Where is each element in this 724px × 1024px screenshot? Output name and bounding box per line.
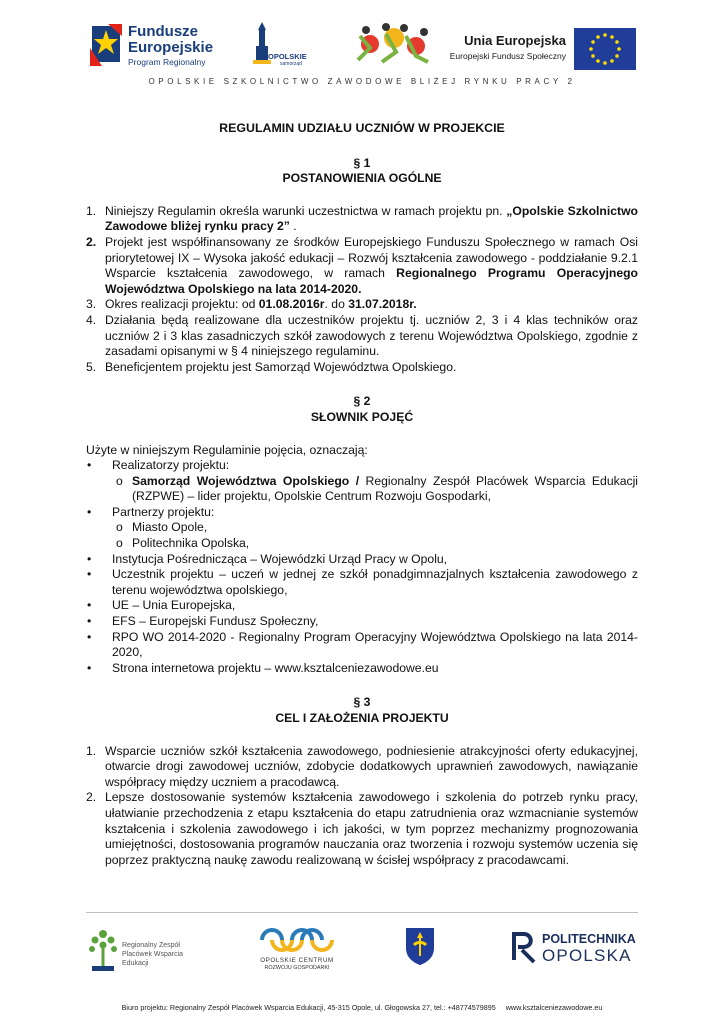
fe-subtitle: Program Regionalny (128, 57, 206, 67)
ocrg-logo (252, 924, 342, 980)
section-3-list (86, 744, 638, 869)
list-item (86, 204, 638, 235)
term-text: Instytucja Pośrednicząca – Wojewódzki Urząd Pracy w Opolu, (112, 551, 448, 566)
list-item-number: 1. (86, 203, 97, 218)
list-item (86, 790, 638, 868)
circle-bullet-icon: o (116, 536, 123, 551)
bullet-icon: • (87, 629, 92, 644)
list-item-text: Wsparcie uczniów szkół kształcenia zawodowego, podniesienie atrakcyjności oferty edukacyjnej, otwarcie drogi zawodowej uczniów, zdobycie dodatkowych uprawnień zawodowych, nawiązanie współpracy między uczniem a pracodawcą. (105, 743, 638, 789)
section-2-intro: Użyte w niniejszym Regulaminie pojęcia, oznaczają: (86, 442, 368, 457)
list-item (86, 630, 638, 661)
sub-list-item (112, 474, 638, 505)
project-name-header: OPOLSKIE SZKOLNICTWO ZAWODOWE BLIŻEJ RYNKU PRACY 2 (148, 77, 576, 86)
bullet-icon: • (87, 567, 92, 582)
list-item-number: 4. (86, 312, 97, 327)
header (0, 0, 724, 92)
rzpwe-line1: Regionalny Zespół (122, 942, 180, 949)
list-item (86, 505, 638, 552)
po-symbol-icon (510, 930, 540, 964)
list-item-number: 5. (86, 359, 97, 374)
list-item-text: Okres realizacji projektu: od (105, 297, 259, 312)
bullet-icon: • (87, 504, 92, 519)
rzpwe-line2: Placówek Wsparcia (122, 951, 184, 958)
section-2-list (86, 458, 638, 676)
term-text: EFS – Europejski Fundusz Społeczny, (112, 614, 319, 629)
coat-of-arms-icon (404, 926, 436, 966)
list-item-text: Beneficjentem projektu jest Samorząd Województwa Opolskiego. (105, 359, 457, 374)
fe-star-icon (88, 22, 124, 66)
circle-bullet-icon: o (116, 473, 123, 488)
bullet-icon: • (87, 614, 92, 629)
project-name-bold: „Opolskie Szkolnictwo Zawodowe bliżej rynku pracy 2” (105, 203, 638, 234)
section-1-list (86, 204, 638, 376)
partnerzy-sublist (112, 520, 638, 551)
po-line1: POLITECHNIKA (542, 932, 636, 946)
bullet-icon: • (87, 660, 92, 675)
ocrg-line1: OPOLSKIE CENTRUM (260, 957, 334, 964)
list-item (86, 567, 638, 598)
sub-list-item (112, 536, 638, 552)
sub-list-item (112, 520, 638, 536)
list-item (86, 661, 638, 677)
realizator-text: Regionalny Zespół Placówek Wsparcia Edukacji (RZPWE) – lider projektu, Opolskie Centrum Rozwoju Gospodarki, (132, 473, 638, 504)
ocrg-rings-icon (258, 924, 336, 954)
list-item (86, 360, 638, 376)
list-item (86, 313, 638, 360)
footer-logos (0, 920, 724, 996)
opolskie-logo-subtext: samorząd (280, 61, 302, 67)
list-item (86, 614, 638, 630)
bullet-icon: • (87, 458, 92, 473)
politechnika-opolska-logo (510, 930, 635, 970)
fe-title-line2: Europejskie (128, 39, 214, 56)
list-item (86, 744, 638, 791)
section-3-heading: CEL I ZAŁOŻENIA PROJEKTU (275, 711, 449, 725)
partner-text: Politechnika Opolska, (132, 536, 250, 551)
program-name-bold: Regionalnego Programu Operacyjnego Województwa Opolskiego na lata 2014-2020. (105, 266, 638, 296)
list-item-number: 2. (86, 234, 97, 249)
list-item-number: 1. (86, 743, 97, 758)
section-3-number: § 3 (353, 695, 371, 710)
list-item-number: 3. (86, 297, 97, 312)
opolskie-logo-text: OPOLSKIE (268, 52, 307, 61)
eu-flag-icon (574, 28, 636, 70)
bullet-icon: • (87, 551, 92, 566)
ue-subtitle: Europejski Fundusz Społeczny (449, 51, 566, 61)
realizatorzy-sublist (112, 474, 638, 505)
section-1-heading: POSTANOWIENIA OGÓLNE (282, 171, 442, 186)
ue-title: Unia Europejska (464, 33, 566, 48)
tree-icon (88, 928, 118, 976)
po-line2: OPOLSKA (542, 946, 632, 965)
realizator-bold: Samorząd Województwa Opolskiego / (132, 473, 360, 488)
end-date: 31.07.2018r. (348, 297, 417, 312)
partnerzy-label: Partnerzy projektu: (112, 504, 215, 519)
unia-europejska-logo (440, 28, 636, 74)
ocrg-line2: ROZWOJU GOSPODARKI (264, 965, 330, 971)
footer-address: Biuro projektu: Regionalny Zespół Placówek Wsparcia Edukacji, 45-315 Opole, ul. Głogowska 27, tel.: +48774579895 www.ksztalceniezawodowe.eu (121, 1003, 603, 1012)
term-text: Strona internetowa projektu – www.ksztalceniezawodowe.eu (112, 660, 439, 675)
partner-text: Miasto Opole, (132, 520, 208, 535)
list-item (86, 235, 638, 297)
list-item (86, 458, 638, 505)
realizatorzy-label: Realizatorzy projektu: (112, 458, 230, 473)
section-2-number: § 2 (353, 394, 371, 409)
document-title: REGULAMIN UDZIAŁU UCZNIÓW W PROJEKCIE (219, 121, 505, 135)
fe-title-line1: Fundusze (128, 23, 198, 40)
list-item-text: . do (324, 297, 349, 312)
term-text: RPO WO 2014-2020 - Regionalny Program Operacyjny Województwa Opolskiego na lata 2014-2020, (112, 629, 638, 660)
section-2-heading: SŁOWNIK POJĘĆ (310, 409, 414, 424)
term-text: Uczestnik projektu – uczeń w jednej ze szkół ponadgimnazjalnych kształcenia zawodowego z terenu województwa opolskiego, (112, 567, 638, 597)
list-item-number: 2. (86, 790, 97, 805)
list-item (86, 598, 638, 614)
term-text: UE – Unia Europejska, (112, 598, 236, 613)
footer-divider (86, 912, 638, 913)
rzpwe-logo (88, 928, 198, 980)
circle-bullet-icon: o (116, 520, 123, 535)
list-item-text: Projekt jest współfinansowany ze środków Europejskiego Funduszu Społecznego w ramach Osi priorytetowej IX – Wysoka jakość edukacji – Rozwój kształcenia zawodowego - poddziałanie 9.2.1 Wsparcie kształcenia zawodowego, w ramach (105, 234, 638, 281)
section-1-number: § 1 (353, 155, 371, 170)
start-date: 01.08.2016r (258, 297, 325, 312)
bullet-icon: • (87, 598, 92, 613)
opolskie-logo (250, 22, 312, 70)
list-item-text: Działania będą realizowane dla uczestników projektu tj. uczniów 2, 3 i 4 klas techników oraz uczniów 2 i 3 klas zasadniczych szkół zawodowych z terenu Województwa Opolskiego, zgodnie z zasadami opisanymi w § 4 niniejszego regulaminu. (105, 312, 638, 359)
list-item (86, 297, 638, 313)
list-item-text: Niniejszy Regulamin określa warunki uczestnictwa w ramach projektu pn. (105, 203, 507, 218)
list-item (86, 552, 638, 568)
fundusze-europejskie-logo (88, 20, 238, 68)
list-item-text: Lepsze dostosowanie systemów kształcenia zawodowego i szkolenia do potrzeb rynku pracy, ułatwianie przechodzenia z etapu kształcenia do etapu zatrudnienia oraz wzmacnianie systemów kształcenia i szkolenia zawodowego i ich jakości, w tym poprzez mechanizmy prognozowania umiejętności, dostosowania programów nauczania oraz tworzenia i rozwoju systemów uczenia się poprzez praktyczną naukę zawodu realizowaną w ścisłej współpracy z pracodawcami. (105, 790, 638, 867)
list-item-text: . (289, 219, 297, 234)
rzpwe-line3: Edukacji (122, 960, 149, 967)
document-body (86, 121, 638, 868)
